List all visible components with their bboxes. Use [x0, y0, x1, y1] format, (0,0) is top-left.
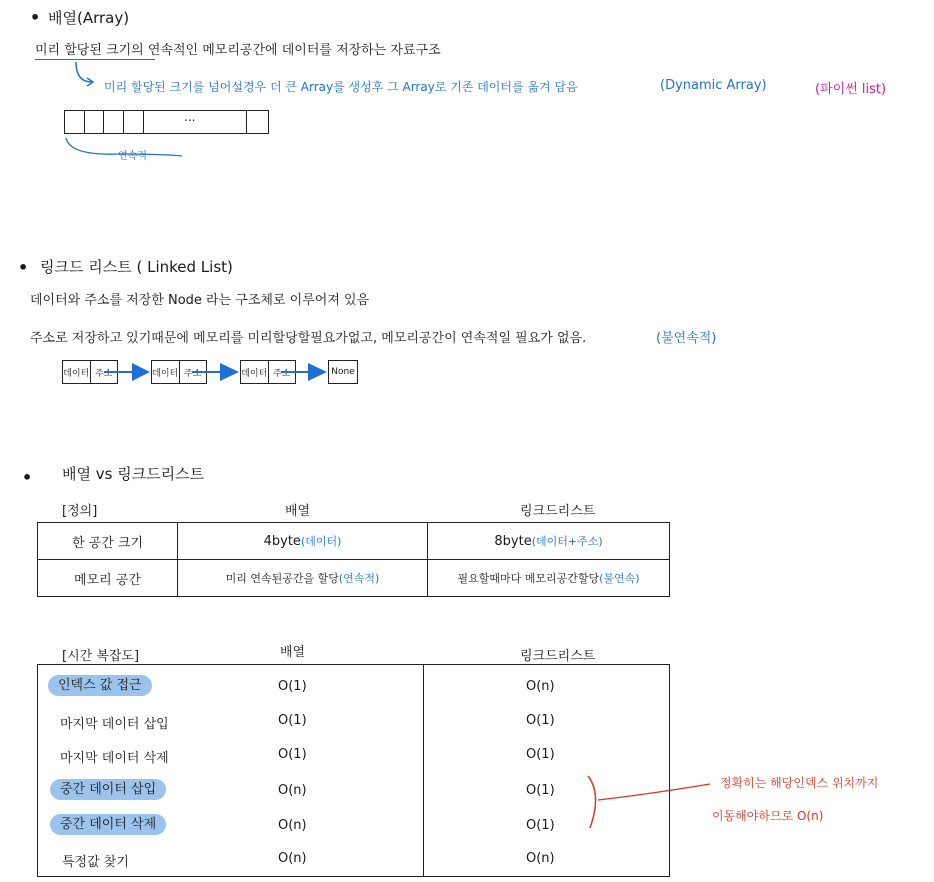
linked-complexity: O(1): [526, 818, 555, 833]
linked-cell: [428, 560, 670, 597]
linked-line2: 주소로 저장하고 있기때문에 메모리를 미리할당할필요가없고, 메모리공간이 연속적일 필요가 없음.: [30, 331, 587, 346]
def-col-array: 배열: [285, 504, 311, 519]
red-brace-icon: [580, 770, 720, 840]
array-complexity: O(1): [278, 747, 307, 762]
node-data: 데이터: [152, 368, 179, 379]
linked-line1: 데이터와 주소를 저장한 Node 라는 구조체로 이루어져 있음: [30, 293, 370, 308]
node-data: 데이터: [63, 368, 90, 379]
node-addr: 주소: [179, 361, 207, 383]
linked-note: (불연속): [599, 572, 640, 585]
linked-complexity: O(n): [526, 679, 555, 694]
table-row: [38, 560, 670, 597]
linked-title: 링크드 리스트 ( Linked List): [40, 258, 233, 276]
row-label: 메모리 공간: [38, 560, 178, 597]
array-value: 미리 연속된공간을 할당: [225, 572, 339, 585]
array-complexity: O(1): [278, 713, 307, 728]
row-label: 한 공간 크기: [38, 523, 178, 560]
side-note-line2: 이동해야하므로 O(n): [712, 809, 824, 823]
node-data: 데이터: [241, 368, 268, 379]
vs-title: 배열 vs 링크드리스트: [62, 465, 205, 483]
complexity-row: [50, 778, 166, 797]
row-label-highlighted: 중간 데이터 삽입: [50, 779, 166, 800]
linked-complexity: O(1): [526, 783, 555, 798]
side-note-line1: 정확히는 해당인덱스 위치까지: [720, 776, 879, 790]
row-label-highlighted: 인덱스 값 접근: [48, 675, 152, 696]
array-title: 배열(Array): [48, 9, 130, 27]
array-dots: ...: [184, 110, 196, 124]
array-complexity: O(1): [278, 679, 307, 694]
row-label: 마지막 데이터 삽입: [60, 717, 169, 732]
def-col-linked: 링크드리스트: [520, 504, 596, 519]
linked-complexity: O(1): [526, 747, 555, 762]
complexity-row: [48, 674, 152, 693]
dynamic-array-note: 미리 할당된 크기를 넘어설경우 더 큰 Array를 생성후 그 Array로 기존 데이터를 옮겨 담음: [104, 80, 578, 94]
linked-complexity: O(n): [526, 851, 555, 866]
array-definition: 미리 할당된 크기의 연속적인 메모리공간에 데이터를 저장하는 자료구조: [35, 43, 441, 58]
complexity-col-array: 배열: [280, 645, 306, 660]
array-note: (연속적): [338, 572, 380, 585]
linked-value: 필요할때마다 메모리공간할당: [457, 572, 600, 585]
linked-bullet: •: [18, 258, 29, 277]
array-bullet: •: [30, 8, 41, 27]
node-addr: 주소: [90, 361, 118, 383]
vs-bullet: •: [22, 468, 33, 487]
linked-cell: [428, 523, 670, 560]
node-addr: 주소: [268, 361, 296, 383]
array-value: 4byte: [263, 534, 301, 549]
row-label-highlighted: 중간 데이터 삭제: [50, 814, 166, 835]
row-label: 특정값 찾기: [62, 855, 129, 870]
def-header: [정의]: [62, 504, 98, 519]
array-note: (데이터): [300, 535, 342, 548]
array-complexity: O(n): [278, 818, 307, 833]
null-label: None: [331, 367, 355, 377]
array-cell: [178, 560, 428, 597]
array-complexity: O(n): [278, 851, 307, 866]
link-arrow-icons: [0, 0, 400, 400]
row-label: 마지막 데이터 삭제: [60, 751, 169, 766]
definition-table: [37, 522, 670, 597]
linked-line2-note: (불연속적): [656, 331, 717, 346]
complexity-divider: [423, 664, 424, 877]
table-row: [38, 523, 670, 560]
contiguous-label: 연속적: [118, 151, 147, 162]
array-cell: [178, 523, 428, 560]
linked-note: (데이터+주소): [531, 535, 603, 548]
array-complexity: O(n): [278, 783, 307, 798]
complexity-row: [50, 813, 166, 832]
linked-complexity: O(1): [526, 713, 555, 728]
dynamic-array-label: (Dynamic Array): [660, 78, 767, 93]
python-list-label: (파이썬 list): [815, 82, 887, 97]
complexity-col-linked: 링크드리스트: [520, 649, 596, 664]
complexity-header: [시간 복잡도]: [62, 649, 140, 664]
linked-value: 8byte: [494, 534, 532, 549]
